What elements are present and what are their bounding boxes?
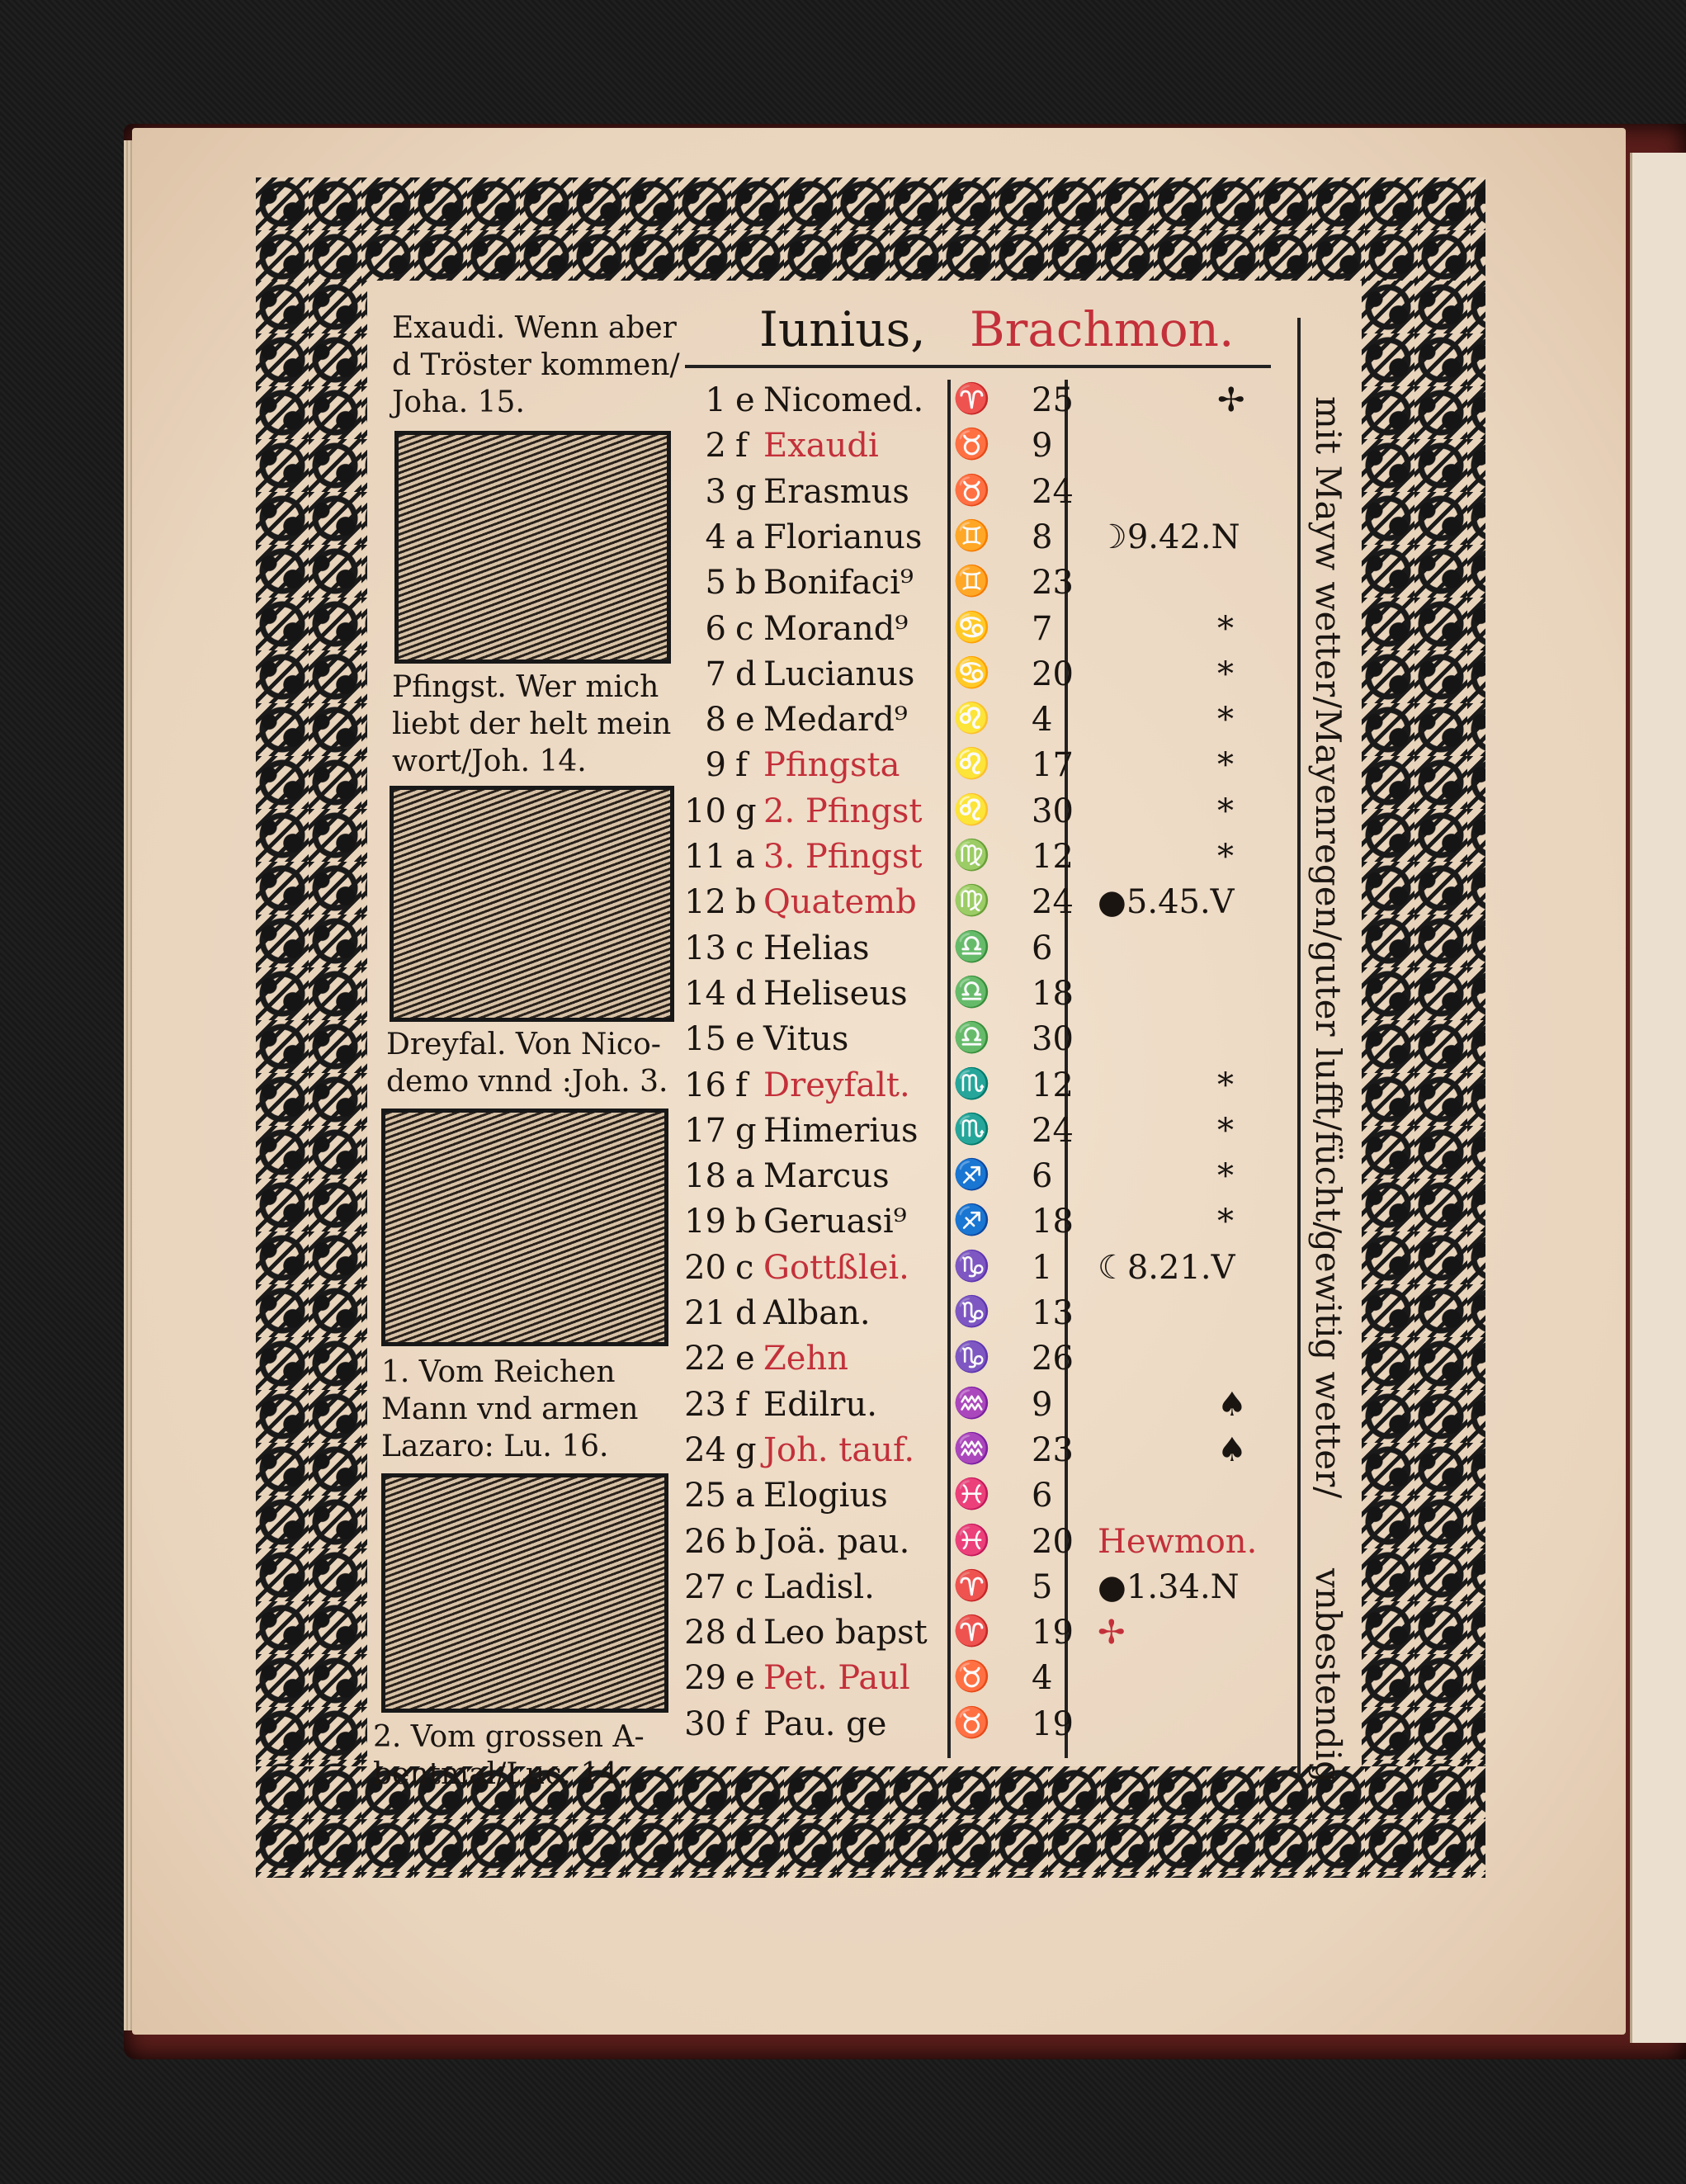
calendar-day-number: 4 (705, 518, 726, 556)
calendar-saint-name: Pet. Paul (763, 1659, 910, 1698)
calendar-zodiac-sign: ♈ (953, 1568, 989, 1603)
calendar-zodiac-sign: ♍ (953, 884, 989, 919)
calendar-dominical-letter: a (735, 1477, 755, 1515)
calendar-weather-mark: * (1217, 1066, 1234, 1104)
calendar-day-number: 20 (684, 1248, 726, 1287)
calendar-weather-mark: * (1217, 609, 1234, 648)
calendar-day-number: 13 (684, 929, 726, 967)
calendar-zodiac-sign: ♎ (953, 975, 989, 1009)
calendar-saint-name: Ladisl. (763, 1567, 875, 1606)
calendar-saint-name: Dreyfalt. (763, 1066, 910, 1104)
calendar-zodiac-sign: ♈ (953, 382, 989, 416)
note-abentmal-2: bentmal/Luc. 14. (373, 1757, 628, 1791)
calendar-saint-name: Bonifaci⁹ (763, 564, 914, 603)
calendar-day-number: 18 (684, 1157, 726, 1196)
calendar-weather-mark: * (1217, 1203, 1234, 1241)
calendar-zodiac-sign: ♎ (953, 929, 989, 964)
calendar-dominical-letter: e (735, 1020, 755, 1059)
calendar-degree: 26 (1032, 1340, 1074, 1378)
calendar-aspect: ☽9.42.N (1098, 518, 1240, 556)
calendar-degree: 6 (1032, 1477, 1053, 1515)
calendar-saint-name: Pau. ge (763, 1704, 887, 1743)
calendar-dominical-letter: g (735, 1111, 757, 1150)
calendar-day-number: 23 (684, 1385, 726, 1424)
calendar-day-number: 25 (684, 1477, 726, 1515)
column-rule-signs (947, 380, 951, 1758)
calendar-saint-name: Heliseus (763, 974, 908, 1013)
calendar-degree: 24 (1032, 472, 1074, 511)
calendar-saint-name: Alban. (763, 1294, 871, 1332)
calendar-degree: 24 (1032, 1111, 1074, 1150)
calendar-saint-name: Marcus (763, 1157, 890, 1196)
calendar-saint-name: Florianus (763, 518, 923, 556)
calendar-dominical-letter: a (735, 838, 755, 876)
calendar-day-number: 10 (684, 792, 726, 830)
calendar-zodiac-sign: ♎ (953, 1021, 989, 1056)
calendar-dominical-letter: d (735, 974, 757, 1013)
calendar-zodiac-sign: ♑ (953, 1249, 989, 1283)
calendar-aspect: Hewmon. (1098, 1522, 1258, 1561)
month-latin: Iunius, (759, 301, 926, 357)
calendar-zodiac-sign: ♉ (953, 473, 989, 508)
calendar-saint-name: Himerius (763, 1111, 919, 1150)
calendar-day-number: 15 (684, 1020, 726, 1059)
month-german: Brachmon. (970, 301, 1235, 357)
side-text-weather-3: vnbestendig (1308, 1568, 1348, 1784)
border-right (1362, 281, 1485, 1766)
calendar-dominical-letter: b (735, 883, 757, 922)
calendar-weather-mark: * (1217, 655, 1234, 693)
calendar-saint-name: Joä. pau. (763, 1522, 910, 1561)
calendar-dominical-letter: g (735, 1430, 757, 1469)
calendar-dominical-letter: f (735, 1066, 748, 1104)
calendar-day-number: 11 (684, 838, 726, 876)
calendar-degree: 7 (1032, 609, 1053, 648)
calendar-saint-name: Vitus (763, 1020, 849, 1059)
note-exaudi-1: Exaudi. Wenn aber (392, 311, 677, 345)
calendar-day-number: 1 (705, 381, 726, 419)
calendar-dominical-letter: e (735, 701, 755, 740)
calendar-weather-mark: * (1217, 792, 1234, 830)
calendar-dominical-letter: f (735, 427, 748, 466)
calendar-aspect: ✢ (1098, 1614, 1126, 1652)
calendar-degree: 23 (1032, 1430, 1074, 1469)
calendar-dominical-letter: c (735, 609, 754, 648)
calendar-zodiac-sign: ♏ (953, 1066, 989, 1101)
calendar-zodiac-sign: ♐ (953, 1203, 989, 1238)
calendar-zodiac-sign: ♌ (953, 747, 989, 782)
calendar-zodiac-sign: ♓ (953, 1477, 989, 1512)
calendar-degree: 19 (1032, 1704, 1074, 1743)
calendar-zodiac-sign: ♑ (953, 1295, 989, 1329)
calendar-dominical-letter: e (735, 381, 755, 419)
calendar-dominical-letter: g (735, 792, 757, 830)
calendar-dominical-letter: b (735, 564, 757, 603)
column-rule-weather (1297, 318, 1301, 1775)
calendar-dominical-letter: d (735, 655, 757, 693)
calendar-saint-name: Elogius (763, 1477, 888, 1515)
calendar-saint-name: Geruasi⁹ (763, 1203, 907, 1241)
calendar-zodiac-sign: ♓ (953, 1523, 989, 1558)
calendar-zodiac-sign: ♐ (953, 1158, 989, 1193)
calendar-day-number: 26 (684, 1522, 726, 1561)
calendar-dominical-letter: f (735, 1704, 748, 1743)
calendar-zodiac-sign: ♌ (953, 702, 989, 736)
woodcut-lazarus (381, 1473, 668, 1713)
calendar-day-number: 21 (684, 1294, 726, 1332)
calendar-degree: 5 (1032, 1567, 1053, 1606)
calendar-saint-name: Lucianus (763, 655, 915, 693)
calendar-zodiac-sign: ♍ (953, 839, 989, 872)
calendar-degree: 1 (1032, 1248, 1053, 1287)
calendar-zodiac-sign: ♉ (953, 428, 989, 462)
calendar-day-number: 30 (684, 1704, 726, 1743)
calendar-degree: 13 (1032, 1294, 1074, 1332)
calendar-day-number: 24 (684, 1430, 726, 1469)
calendar-saint-name: Quatemb (763, 883, 917, 922)
calendar-zodiac-sign: ♑ (953, 1340, 989, 1375)
calendar-zodiac-sign: ♒ (953, 1386, 989, 1421)
calendar-degree: 25 (1032, 381, 1074, 419)
calendar-dominical-letter: e (735, 1340, 755, 1378)
calendar-weather-mark: ♠ (1217, 1430, 1247, 1469)
woodcut-nicodemus (381, 1109, 668, 1346)
woodcut-pentecost (390, 786, 674, 1022)
calendar-day-number: 27 (684, 1567, 726, 1606)
calendar-zodiac-sign: ♉ (953, 1660, 989, 1695)
side-text-weather-1: mit Mayw wetter/Mayenregen/guter lufft/fücht/ (1308, 396, 1348, 1234)
calendar-saint-name: Morand⁹ (763, 609, 909, 648)
calendar-day-number: 28 (684, 1614, 726, 1652)
calendar-saint-name: Medard⁹ (763, 701, 908, 740)
calendar-dominical-letter: f (735, 746, 748, 785)
calendar-zodiac-sign: ♏ (953, 1112, 989, 1146)
calendar-degree: 12 (1032, 838, 1074, 876)
woodcut-ascension (394, 431, 671, 664)
calendar-weather-mark: ✢ (1217, 381, 1245, 419)
note-reichen-3: Lazaro: Lu. 16. (381, 1430, 609, 1463)
calendar-saint-name: Erasmus (763, 472, 909, 511)
calendar-saint-name: 2. Pfingst (763, 792, 923, 830)
calendar-aspect: ●1.34.N (1098, 1567, 1240, 1606)
calendar-degree: 20 (1032, 1522, 1074, 1561)
calendar-degree: 24 (1032, 883, 1074, 922)
calendar-dominical-letter: c (735, 929, 754, 967)
calendar-zodiac-sign: ♒ (953, 1431, 989, 1466)
calendar-degree: 6 (1032, 1157, 1053, 1196)
calendar-dominical-letter: d (735, 1614, 757, 1652)
calendar-day-number: 5 (705, 564, 726, 603)
note-pfingst-3: wort/Joh. 14. (392, 745, 587, 778)
calendar-weather-mark: ♠ (1217, 1385, 1247, 1424)
calendar-degree: 20 (1032, 655, 1074, 693)
calendar-dominical-letter: c (735, 1248, 754, 1287)
calendar-weather-mark: * (1217, 746, 1234, 785)
calendar-zodiac-sign: ♋ (953, 610, 989, 645)
calendar-day-number: 2 (705, 427, 726, 466)
calendar-dominical-letter: f (735, 1385, 748, 1424)
note-exaudi-3: Joha. 15. (392, 385, 525, 419)
facing-page-edge (1630, 153, 1686, 2043)
calendar-day-number: 7 (705, 655, 726, 693)
calendar-day-number: 29 (684, 1659, 726, 1698)
calendar-zodiac-sign: ♈ (953, 1614, 989, 1649)
calendar-saint-name: Edilru. (763, 1385, 877, 1424)
calendar-zodiac-sign: ♊ (953, 565, 989, 599)
calendar-aspect: ●5.45.V (1098, 883, 1235, 922)
calendar-day-number: 19 (684, 1203, 726, 1241)
calendar-saint-name: Leo bapst (763, 1614, 928, 1652)
calendar-saint-name: 3. Pfingst (763, 838, 923, 876)
calendar-saint-name: Pfingsta (763, 746, 900, 785)
note-reichen-2: Mann vnd armen (381, 1392, 639, 1426)
calendar-weather-mark: * (1217, 701, 1234, 740)
calendar-dominical-letter: e (735, 1659, 755, 1698)
calendar-degree: 8 (1032, 518, 1053, 556)
calendar-degree: 19 (1032, 1614, 1074, 1652)
calendar-dominical-letter: d (735, 1294, 757, 1332)
calendar-degree: 23 (1032, 564, 1074, 603)
calendar-dominical-letter: b (735, 1522, 757, 1561)
calendar-degree: 12 (1032, 1066, 1074, 1104)
border-left (256, 281, 367, 1766)
calendar-dominical-letter: b (735, 1203, 757, 1241)
note-dreyfal-2: demo vnnd :Joh. 3. (386, 1065, 668, 1099)
calendar-weather-mark: * (1217, 1111, 1234, 1150)
note-pfingst-1: Pfingst. Wer mich (392, 670, 659, 704)
note-exaudi-2: d Tröster kommen/ (392, 348, 680, 382)
calendar-degree: 4 (1032, 701, 1053, 740)
calendar-degree: 9 (1032, 427, 1053, 466)
calendar-degree: 30 (1032, 1020, 1074, 1059)
calendar-zodiac-sign: ♉ (953, 1705, 989, 1740)
calendar-saint-name: Nicomed. (763, 381, 924, 419)
calendar-day-number: 16 (684, 1066, 726, 1104)
note-dreyfal-1: Dreyfal. Von Nico- (386, 1028, 661, 1061)
calendar-day-number: 12 (684, 883, 726, 922)
side-text-weather-2: gewitig wetter/ (1308, 1230, 1348, 1499)
border-top (256, 177, 1485, 281)
calendar-zodiac-sign: ♊ (953, 518, 989, 553)
calendar-saint-name: Joh. tauf. (763, 1430, 915, 1469)
calendar-aspect: ☾8.21.V (1098, 1248, 1235, 1287)
calendar-weather-mark: * (1217, 838, 1234, 876)
calendar-zodiac-sign: ♋ (953, 655, 989, 690)
calendar-degree: 4 (1032, 1659, 1053, 1698)
calendar-day-number: 22 (684, 1340, 726, 1378)
calendar-saint-name: Helias (763, 929, 870, 967)
note-reichen-1: 1. Vom Reichen (381, 1355, 616, 1389)
calendar-day-number: 6 (705, 609, 726, 648)
calendar-saint-name: Exaudi (763, 427, 879, 466)
header-rule (685, 365, 1271, 368)
calendar-day-number: 14 (684, 974, 726, 1013)
calendar-weather-mark: * (1217, 1157, 1234, 1196)
calendar-day-number: 17 (684, 1111, 726, 1150)
calendar-degree: 9 (1032, 1385, 1053, 1424)
calendar-degree: 18 (1032, 1203, 1074, 1241)
calendar-saint-name: Zehn (763, 1340, 848, 1378)
calendar-saint-name: Gottßlei. (763, 1248, 909, 1287)
calendar-degree: 30 (1032, 792, 1074, 830)
note-abentmal-1: 2. Vom grossen A- (373, 1720, 645, 1754)
calendar-dominical-letter: a (735, 518, 755, 556)
calendar-dominical-letter: c (735, 1567, 754, 1606)
calendar-dominical-letter: g (735, 472, 757, 511)
note-pfingst-2: liebt der helt mein (392, 707, 672, 741)
calendar-degree: 18 (1032, 974, 1074, 1013)
calendar-degree: 6 (1032, 929, 1053, 967)
calendar-day-number: 8 (705, 701, 726, 740)
calendar-degree: 17 (1032, 746, 1074, 785)
calendar-day-number: 9 (705, 746, 726, 785)
calendar-day-number: 3 (705, 472, 726, 511)
calendar-dominical-letter: a (735, 1157, 755, 1196)
calendar-zodiac-sign: ♌ (953, 792, 989, 827)
